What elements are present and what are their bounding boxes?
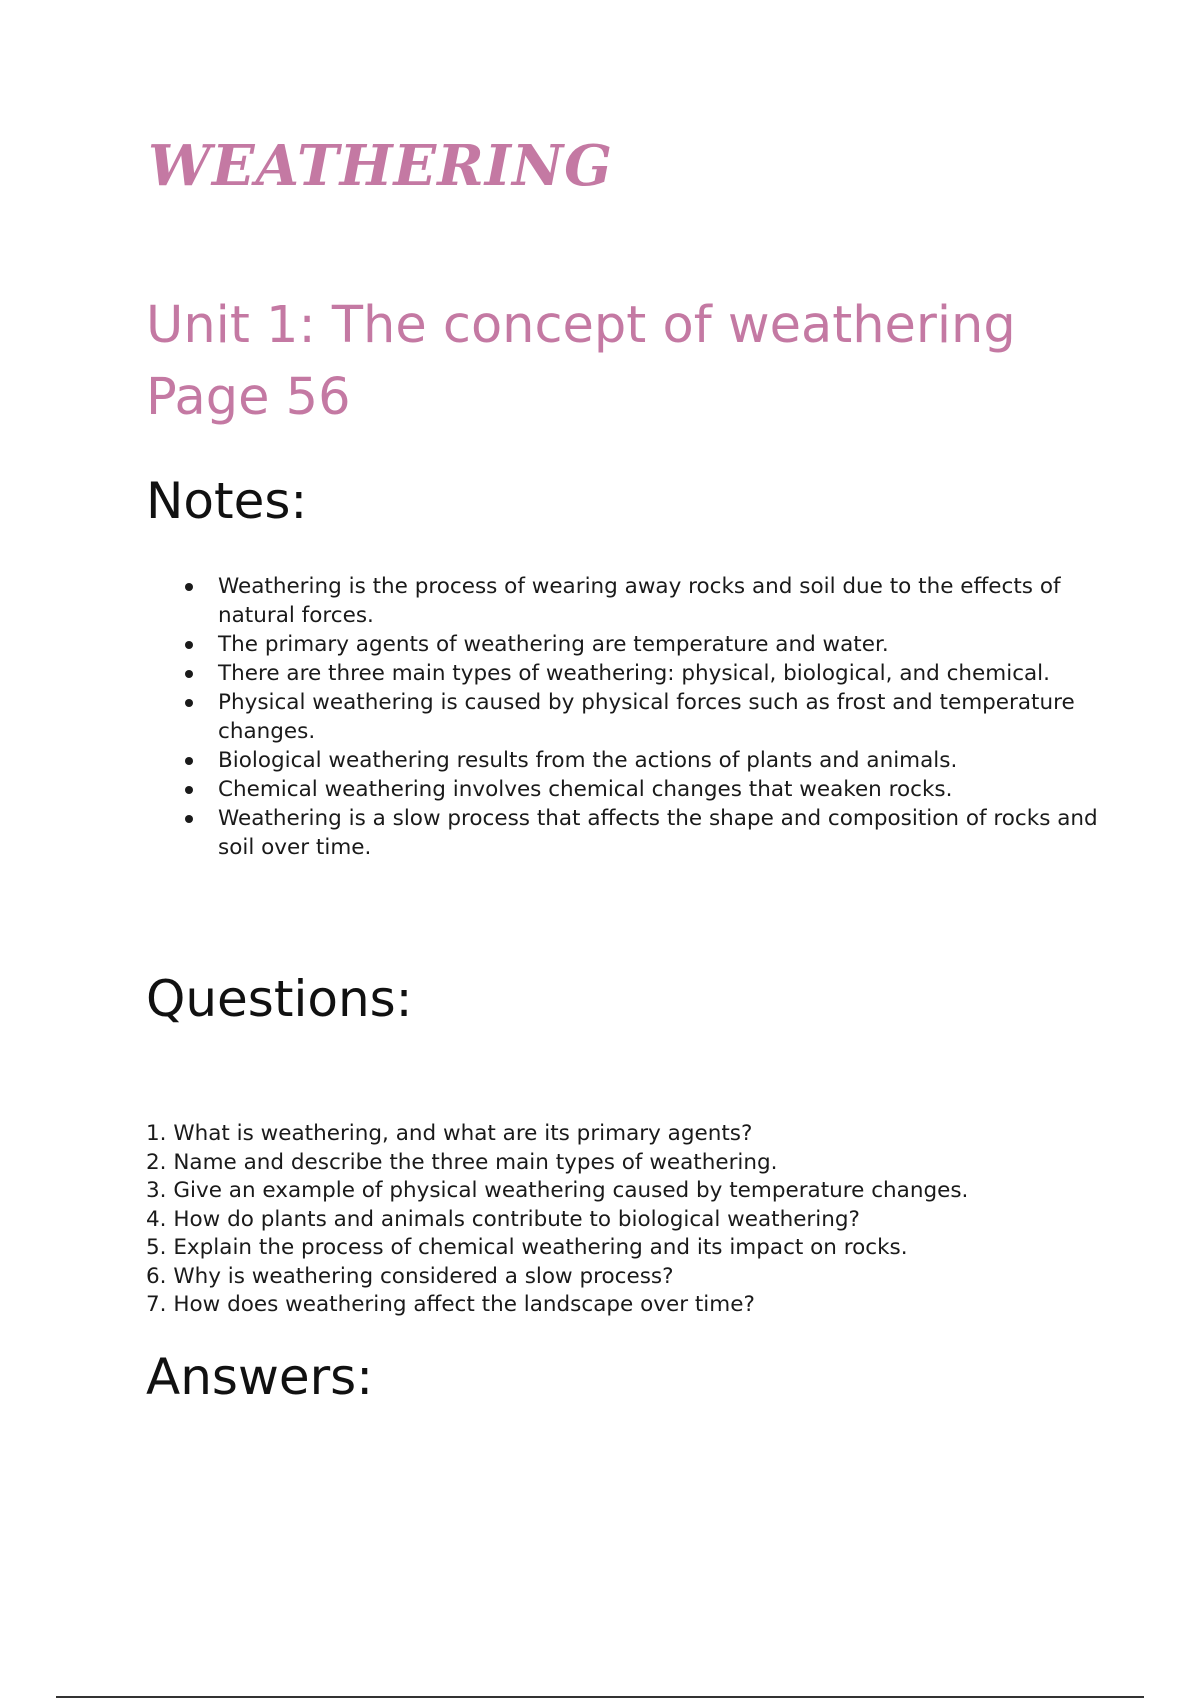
bullet-icon [185,641,193,649]
bullet-icon [185,815,193,823]
answers-heading: Answers: [146,1348,374,1406]
note-item [178,572,1098,630]
note-item [178,804,1098,862]
question-item: 5. Explain the process of chemical weathering and its impact on rocks. [146,1235,908,1260]
question-item: 1. What is weathering, and what are its primary agents? [146,1121,753,1146]
bullet-icon [185,670,193,678]
bullet-icon [185,583,193,591]
note-text: There are three main types of weathering: physical, biological, and chemical. [218,661,1050,686]
unit-heading [146,290,1016,434]
note-item [178,688,1098,746]
note-text: Chemical weathering involves chemical changes that weaken rocks. [218,777,953,802]
note-text: Weathering is the process of wearing away rocks and soil due to the effects of natural forces. [218,574,1061,628]
bullet-icon [185,699,193,707]
page-divider [56,1696,1144,1698]
document-title: WEATHERING [148,133,613,199]
notes-heading: Notes: [146,472,308,530]
page-reference: Page 56 [146,368,351,427]
question-item: 7. How does weathering affect the landscape over time? [146,1292,755,1317]
questions-list [146,1120,1126,1320]
notes-list [178,572,1098,862]
note-text: Biological weathering results from the actions of plants and animals. [218,748,958,773]
note-text: The primary agents of weathering are temperature and water. [218,632,889,657]
note-item [178,659,1098,688]
questions-heading: Questions: [146,970,413,1028]
note-text: Weathering is a slow process that affects the shape and composition of rocks and soil over time. [218,806,1098,860]
note-item [178,775,1098,804]
note-item [178,630,1098,659]
note-text: Physical weathering is caused by physical forces such as frost and temperature changes. [218,690,1075,744]
question-item: 6. Why is weathering considered a slow process? [146,1263,674,1289]
question-item: 3. Give an example of physical weathering caused by temperature changes. [146,1178,969,1203]
unit-title: Unit 1: The concept of weathering [146,296,1016,355]
bullet-icon [185,786,193,794]
bullet-icon [185,757,193,765]
question-item: 2. Name and describe the three main types of weathering. [146,1149,778,1175]
question-item: 4. How do plants and animals contribute to biological weathering? [146,1206,860,1232]
note-item [178,746,1098,775]
